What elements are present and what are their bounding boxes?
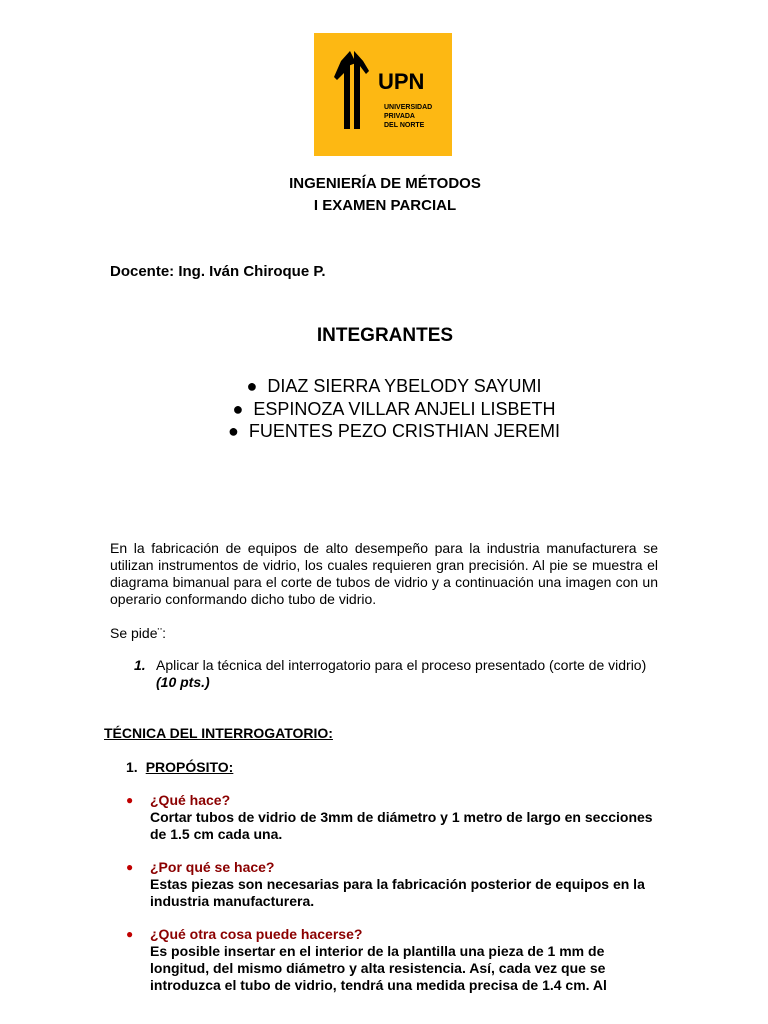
docente-line: Docente: Ing. Iván Chiroque P.: [110, 263, 326, 280]
section-number: 1.: [126, 759, 138, 775]
member-name: DIAZ SIERRA YBELODY SAYUMI: [267, 376, 542, 396]
upn-line2-text: PRIVADA: [384, 113, 415, 120]
upn-line3-text: DEL NORTE: [384, 122, 425, 129]
integrantes-heading: INTEGRANTES: [316, 325, 454, 346]
upn-line1-text: UNIVERSIDAD: [384, 104, 433, 111]
intro-paragraph: En la fabricación de equipos de alto desempeño para la industria manufacturera se utilizan instrumentos de vidrio, los cuales requieren gran precisión. Al pie se muestra el diagrama bimanual para el corte de tubos de vidrio y a continuación una imagen con un operario conformando dicho tubo de vidrio.: [110, 540, 658, 607]
bullet-icon: ●: [126, 927, 134, 941]
upn-brand-text: UPN: [378, 69, 425, 94]
member-name: ESPINOZA VILLAR ANJELI LISBETH: [253, 398, 556, 419]
section-title: PROPÓSITO:: [145, 759, 234, 775]
qa-question: ¿Qué otra cosa puede hacerse?: [150, 926, 363, 942]
bullet-icon: ●: [228, 421, 239, 441]
bullet-icon: ●: [232, 398, 244, 419]
tecnica-heading: TÉCNICA DEL INTERROGATORIO:: [104, 725, 333, 741]
qa-question: ¿Por qué se hace?: [150, 859, 275, 875]
proposito-heading: [126, 759, 233, 775]
bullet-icon: ●: [126, 793, 134, 807]
bullet-icon: ●: [246, 376, 258, 396]
upn-logo: [314, 33, 452, 156]
qa-answer: Cortar tubos de vidrio de 3mm de diámetro y 1 metro de largo en secciones de 1.5 cm cada una.: [150, 809, 653, 842]
member-item: [0, 375, 768, 398]
qa-answer: Es posible insertar en el interior de la plantilla una pieza de 1 mm de longitud, del mismo diámetro y alta resistencia. Así, cada vez que se introduzca el tubo de vidrio, tendrá una medida precisa de 1.4 cm. Al: [150, 943, 607, 993]
course-title: INGENIERÍA DE MÉTODOS: [289, 175, 481, 192]
qa-question: ¿Qué hace?: [150, 792, 231, 808]
question-text: Aplicar la técnica del interrogatorio para el proceso presentado (corte de vidrio): [156, 657, 647, 673]
se-pide-label: Se pide¨:: [110, 625, 167, 641]
upn-arrows-icon: [314, 33, 452, 156]
question-text-wrap: [156, 657, 664, 691]
bullet-icon: ●: [126, 860, 134, 874]
question-points: (10 pts.): [156, 674, 210, 690]
qa-answer: Estas piezas son necesarias para la fabricación posterior de equipos en la industria manufacturera.: [150, 876, 645, 909]
members-list: [0, 375, 768, 443]
member-item: [0, 398, 768, 421]
question-number: 1.: [134, 657, 146, 673]
member-name: FUENTES PEZO CRISTHIAN JEREMI: [248, 421, 560, 441]
member-item: [0, 420, 768, 443]
exam-title: I EXAMEN PARCIAL: [313, 197, 457, 214]
